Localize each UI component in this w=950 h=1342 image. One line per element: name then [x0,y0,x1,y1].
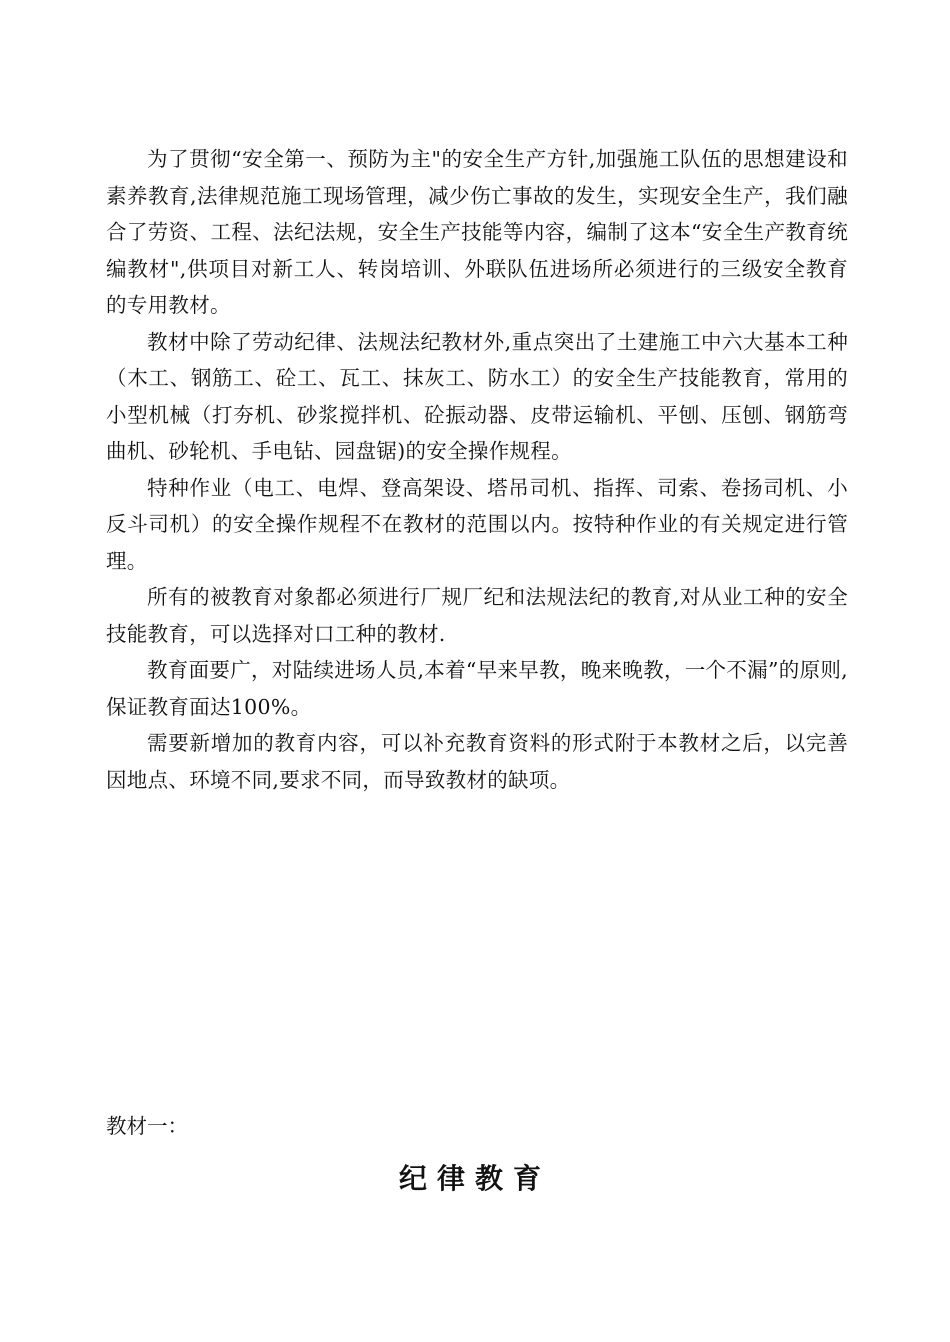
section-title: 纪律教育 [398,1162,551,1195]
paragraph-1: 为了贯彻“安全第一、预防为主"的安全生产方针,加强施工队伍的思想建设和素养教育,法律规范施工现场管理，减少伤亡事故的发生，实现安全生产，我们融合了劳资、工程、法纪法规，安全生产技能等内容，编制了这本“安全生产教育统编教材",供项目对新工人、转岗培训、外联队伍进场所必须进行的三级安全教育的专用教材。 [106,147,848,317]
paragraph-2: 教材中除了劳动纪律、法规法纪教材外,重点突出了土建施工中六大基本工种（木工、钢筋工、砼工、瓦工、抹灰工、防水工）的安全生产技能教育，常用的小型机械（打夯机、砂浆搅拌机、砼振动器、皮带运输机、平刨、压刨、钢筋弯曲机、砂轮机、手电钻、园盘锯)的安全操作规程。 [106,329,848,463]
paragraph-4: 所有的被教育对象都必须进行厂规厂纪和法规法纪的教育,对从业工种的安全技能教育，可以选择对口工种的教材. [106,585,848,646]
section-label: 教材一： [106,1114,188,1138]
paragraph-3: 特种作业（电工、电焊、登高架设、塔吊司机、指挥、司索、卷扬司机、小反斗司机）的安全操作规程不在教材的范围以内。按特种作业的有关规定进行管理。 [106,475,848,573]
paragraph-6: 需要新增加的教育内容，可以补充教育资料的形式附于本教材之后，以完善因地点、环境不同,要求不同，而导致教材的缺项。 [106,731,848,792]
preface-body [106,141,848,798]
paragraph-5: 教育面要广，对陆续进场人员,本着“早来早教，晚来晚教，一个不漏”的原则,保证教育面达100%。 [106,658,848,719]
